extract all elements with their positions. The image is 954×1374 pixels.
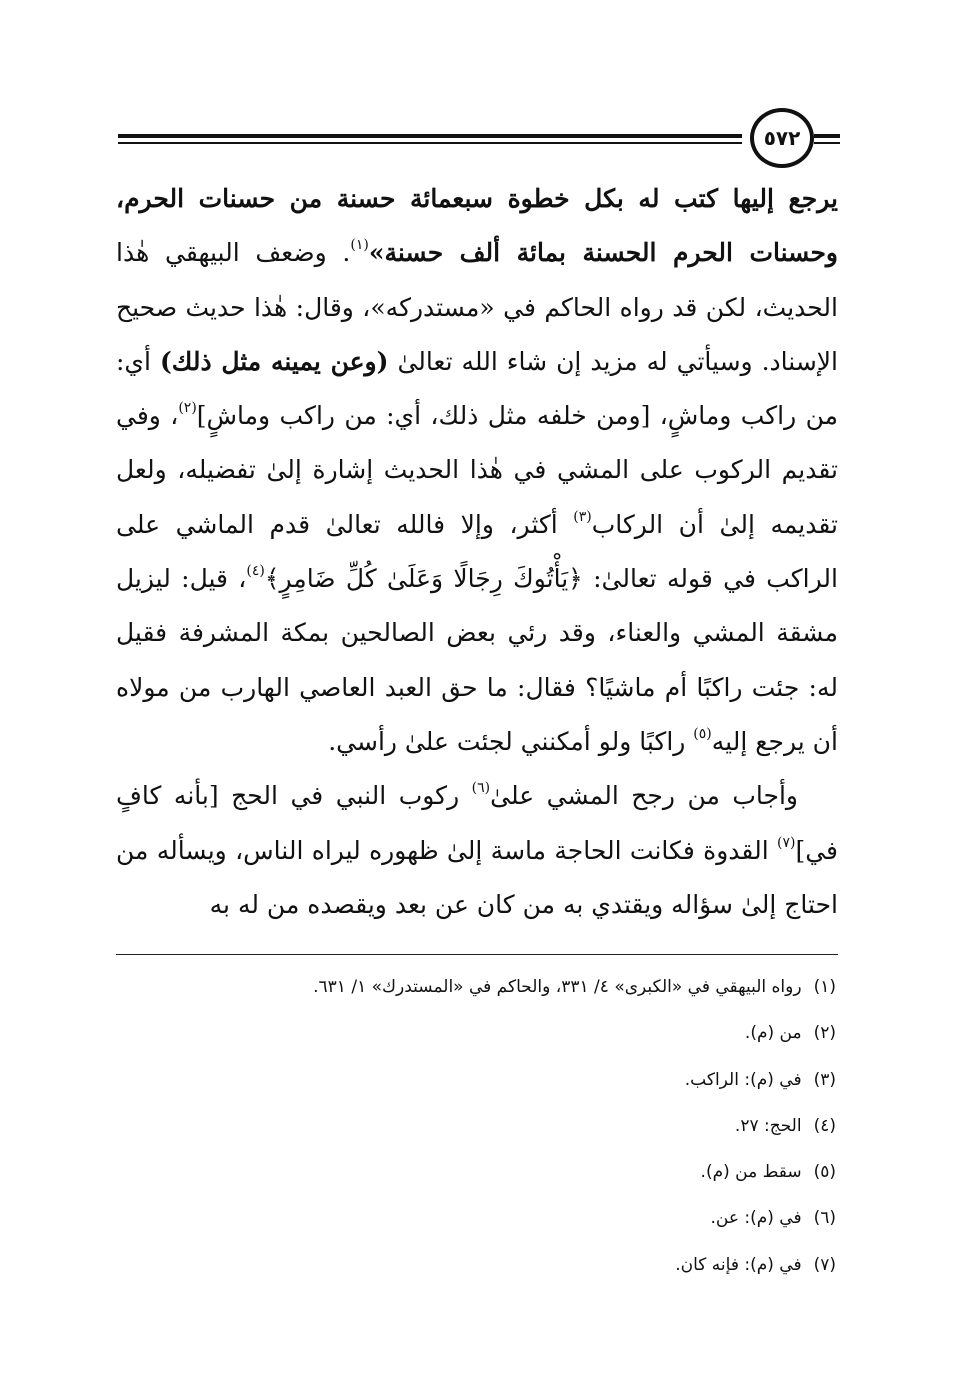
footnote-text: في (م): فإنه كان. <box>675 1254 802 1275</box>
paragraph-text: . وضعف البيهقي هٰذا الحديث، لكن قد رواه الحاكم في «مستدركه»، وقال: هٰذا حديث صحيح الإسناد. وسيأتي له مزيد إن شاء الله تعالىٰ <box>116 238 838 376</box>
paragraph-2 <box>116 769 838 932</box>
footnote-ref[interactable]: (٤) <box>246 563 265 580</box>
footnote-item <box>116 972 836 1018</box>
footnote-text: في (م): الراكب. <box>684 1069 802 1090</box>
main-text <box>116 172 838 932</box>
footnote-ref[interactable]: (٣) <box>573 508 592 525</box>
header-rule-thin <box>118 142 742 144</box>
quran-verse: ﴿يَأْتُوكَ رِجَالًا وَعَلَىٰ كُلِّ ضَامِرٍ﴾ <box>264 564 583 594</box>
footnote-item <box>116 1111 836 1157</box>
footnote-ref[interactable]: (٢) <box>178 400 197 417</box>
paragraph-text: القدوة فكانت الحاجة ماسة إلىٰ ظهوره ليراه الناس، ويسأله من احتاج إلىٰ سؤاله ويقتدي به من كان عن بعد ويقصده من له به <box>116 835 838 919</box>
footnote-number: (٥) <box>813 1162 836 1183</box>
paragraph-text: راكبًا ولو أمكنني لجئت علىٰ رأسي. <box>328 726 694 756</box>
paragraph-1 <box>116 172 838 769</box>
paragraph-text: ، قيل: ليزيل مشقة المشي والعناء، وقد رئي بعض الصالحين بمكة المشرفة فقيل له: جئت راكبًا أم ماشيًا؟ فقال: ما حق العبد العاصي الهارب من مولاه أن يرجع إليه <box>116 564 838 756</box>
footnote-ref[interactable]: (١) <box>350 237 369 254</box>
footnote-separator <box>116 954 838 955</box>
header-rule <box>118 134 742 138</box>
footnote-ref[interactable]: (٦) <box>471 780 491 797</box>
footnote-item <box>116 1250 836 1296</box>
footnote-number: (٦) <box>813 1208 836 1229</box>
bold-text: يرجع إليها كتب له بكل خطوة سبعمائة حسنة من حسنات الحرم، وحسنات الحرم الحسنة بمائة ألف حسنة» <box>116 184 838 268</box>
footnote-number: (٢) <box>813 1023 836 1044</box>
footnote-text: في (م): عن. <box>710 1208 802 1229</box>
footnote-item <box>116 1065 836 1111</box>
footnote-item <box>116 1203 836 1249</box>
footnote-number: (١) <box>813 977 836 997</box>
footnotes <box>116 972 836 1296</box>
footnote-text: رواه البيهقي في «الكبرى» ٤/ ٣٣١، والحاكم في «المستدرك» ١/ ٦٣١. <box>313 977 802 997</box>
footnote-number: (٧) <box>813 1254 836 1275</box>
paragraph-text: وأجاب من رجح المشي علىٰ <box>490 781 798 811</box>
footnote-ref[interactable]: (٧) <box>776 834 796 851</box>
page-number: ٥٧٢ <box>750 108 814 168</box>
footnote-number: (٣) <box>813 1069 836 1090</box>
footnote-ref[interactable]: (٥) <box>693 725 712 742</box>
footnote-text: سقط من (م). <box>700 1162 802 1183</box>
paragraph-text: ركوب النبي في الحج [بأنه كافٍ في] <box>116 781 838 865</box>
paragraph-text: أي: من راكب وماشٍ، [ومن خلفه مثل ذلك، أي: من راكب وماشٍ] <box>116 346 838 431</box>
header-rule-right <box>814 134 840 138</box>
paragraph-text: ، وفي تقديم الركوب على المشي في هٰذا الحديث إشارة إلىٰ تفضيله، ولعل تقديمه إلىٰ أن الركاب <box>116 401 838 539</box>
footnote-text: من (م). <box>744 1023 802 1044</box>
footnote-text: الحج: ٢٧. <box>734 1115 802 1136</box>
footnote-number: (٤) <box>813 1115 836 1136</box>
footnote-item <box>116 1157 836 1203</box>
page-header <box>118 108 840 178</box>
header-rule-right-thin <box>814 142 840 144</box>
paragraph-text: أكثر، وإلا فالله تعالىٰ قدم الماشي على الراكب في قوله تعالىٰ: <box>116 509 838 594</box>
bold-text: (وعن يمينه مثل ذلك) <box>159 346 389 376</box>
footnote-item <box>116 1018 836 1064</box>
